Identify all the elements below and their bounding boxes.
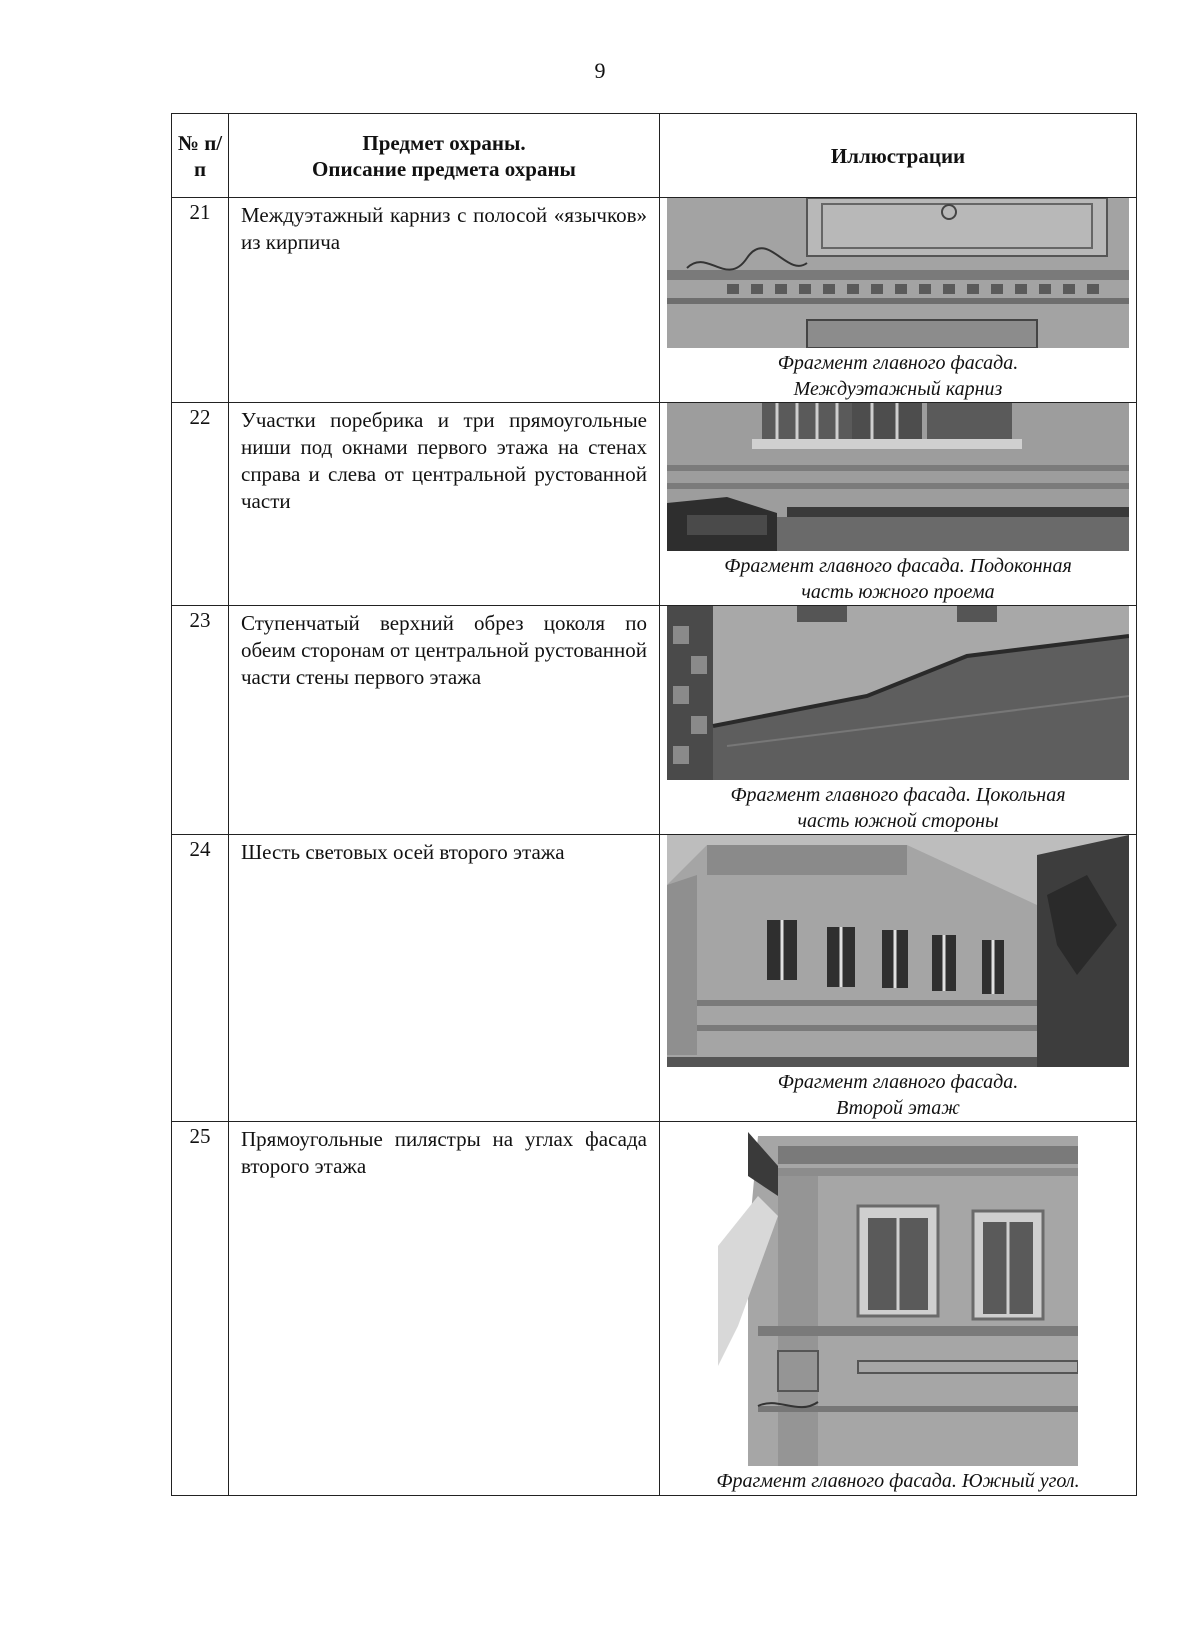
row-number: 24 [172,835,229,1122]
row-description: Участки поребрика и три прямоугольные ниши под окнами первого этажа на стенах справа и слева от центральной рустованной части [229,403,660,606]
caption-line1: Фрагмент главного фасада. Южный угол. [716,1470,1080,1492]
caption-line2: Второй этаж [836,1097,960,1119]
row-description: Прямоугольные пилястры на углах фасада второго этажа [229,1122,660,1496]
facade-cornice-photo [667,198,1129,348]
facade-plinth-photo [667,606,1129,780]
caption-line2: часть южного проема [801,581,995,603]
row-illustration [660,1122,1137,1496]
row-description: Ступенчатый верхний обрез цоколя по обеим сторонам от центральной рустованной части стены первого этажа [229,606,660,835]
protection-subject-table [171,113,1137,1496]
caption-line1: Фрагмент главного фасада. Подоконная [724,555,1072,577]
row-caption [660,780,1136,834]
header-description-line2: Описание предмета охраны [312,156,576,181]
facade-second-floor-photo [667,835,1129,1067]
table-row [172,606,1137,835]
row-number: 23 [172,606,229,835]
caption-line1: Фрагмент главного фасада. Цокольная [730,784,1066,806]
row-caption [660,1466,1136,1494]
row-illustration [660,198,1137,403]
caption-line2: часть южной стороны [797,810,999,832]
row-description: Шесть световых осей второго этажа [229,835,660,1122]
header-number: № п/п [172,114,229,198]
row-number: 21 [172,198,229,403]
caption-line2: Междуэтажный карниз [793,378,1003,400]
header-description-line1: Предмет охраны. [362,130,526,155]
row-number: 22 [172,403,229,606]
row-caption [660,1067,1136,1121]
row-illustration [660,606,1137,835]
table-header-row [172,114,1137,198]
caption-line1: Фрагмент главного фасада. [777,1071,1019,1093]
row-caption [660,348,1136,402]
facade-south-corner-photo [718,1126,1078,1466]
header-description [229,114,660,198]
page-number: 9 [594,58,606,83]
table-row [172,1122,1137,1496]
table-row [172,198,1137,403]
table-row [172,403,1137,606]
row-illustration [660,403,1137,606]
row-description: Междуэтажный карниз с полосой «язычков» из кирпича [229,198,660,403]
facade-window-sill-photo [667,403,1129,551]
row-caption [660,551,1136,605]
row-illustration [660,835,1137,1122]
row-number: 25 [172,1122,229,1496]
header-illustrations: Иллюстрации [660,114,1137,198]
table-row [172,835,1137,1122]
caption-line1: Фрагмент главного фасада. [777,352,1019,374]
